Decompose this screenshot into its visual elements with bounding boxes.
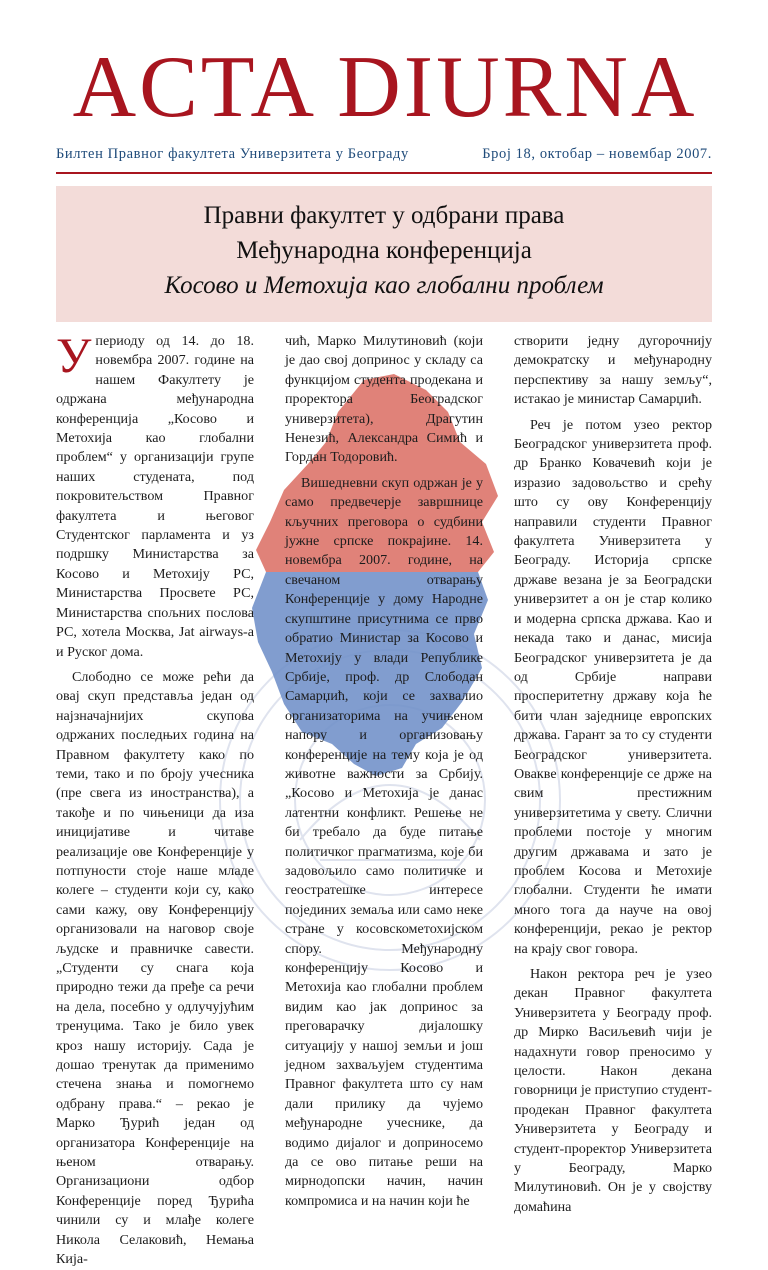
article-column-3 (514, 332, 712, 1215)
headline-line-1: Правни факултет у одбрани права (203, 202, 565, 229)
headline-line-2: Међународна конференција (236, 237, 532, 264)
article-paragraph: Вишедневни скуп одржан је у само предвечерје завршнице кључних преговора о судбини јужне српске покрајине. 14. новембра 2007. године, на свечаном отварању Конференције у дому Народне скупштине присутнима се прво обратио Министар за Косово и Метохију у влади Републике Србије, проф. др Слободан Самарџић, који се захвалио организаторима на учињеном напору и организовању конференције на тему која је од животне важности за Србију. „Косово и Метохија је данас латентни конфликт. Решење не би требало да буде питање политичког прагматизма, које би задовољило само политичке и геостратешке интересе појединих земаља или само неке стране у косовскометохијском спору. Међународну конференцију Косово и Метохија као глобални проблем видим као јак допринос за преговарачку дијалошку ситуацију у нашој земљи и још једном захваљујем студентима Правног факултета што су нам дали прилику да чујемо међународне учеснике, да водимо дијалог и доприносемо да се ово питање реши на мирнодопски начин, начин компромиса и на начин који ће (285, 474, 483, 1209)
article-paragraph: периоду од 14. до 18. новембра 2007. године на нашем Факултету је одржана међународна конференција „Косово и Метохија као глобални проблем“ у организацији групе наших студената, под покровитељством Правног факултета и његовог Студентског парламента и уз подршку Министарства за Косово и Метохију РС, Министарства Просвете РС, Министарства спољних послова РС, хотела Москва, Jat airways-а и Руског дома. (56, 333, 254, 660)
article-paragraph: чић, Марко Милутиновић (који је дао свој допринос у складу са функцијом студента продекана и проректора Београдског универзитета), Драгутин Ненезић, Александра Симић и Гордан Тодоровић. (285, 333, 483, 466)
article-paragraph: Реч је потом узео ректор Београдског универзитета проф. др Бранко Ковачевић који је изразио задовољство и срећу што су ову Конференцију направили студенти Правног факултета Универзитета у Београду. Историја српске државе везана је за Београдски универзитет а он је стар колико и модерна српска држава. Као и некада тако и данас, мисија Београдског универзитета је да од Србије направи просперитетну државу која ће бити члан заједнице европских држава. Гарант за то су студенти Београдског универзитета. Овакве конференције се држе на свим престижним универзитетима у свету. Слични проблеми постоје у многим другим државама и зато је проблем Косова и Метохије глобални. Студенти ће имати много тога да науче на овој конференцији, рекао је ректор на крају свог говора. (514, 416, 712, 957)
headline-banner (56, 186, 712, 322)
article-column-1 (56, 327, 254, 1268)
article-paragraph: Слободно се може рећи да овај скуп представља један од најзначајнијих скупова одржаних последњих година на Правном факултету како по теми, тако и по броју учесника (пре свега из иностранства), а такође и по чињеници да иза иницијативе и читаве реализације ове Конференције у потпуности стоје наше младе колеге – студенти који су, како сами кажу, ову Конференцију организовали на наговор своје људске и правничке савести. „Студенти су снага која природно тежи да пређе са речи на дела, посебно у одлучујућим тренуцима. Тако је било увек кроз нашу историју. Сада је дошао тренутак да применимо стечена знања и помогнемо одбрану права.“ – рекао је Марко Ђурић један од организатора Конференције на њеном отварању. Организациони одбор Конференције поред Ђурића чинили су и млађе колеге Никола Селаковић, Немања Кија- (56, 668, 254, 1268)
article-paragraph: Након ректора реч је узео декан Правног факултета Универзитета у Београду проф. др Мирко Васиљевић чији је надахнути говор преносимо у целости. Након декана говорници је приступио студент-продекан Правног факултета Универзитета у Београду и студент-проректор Универзитета у Београду, Марко Милутиновић. Он је у својству домаћина (514, 966, 712, 1215)
issue-number: Број 18, октобар – новембар 2007. (482, 146, 712, 162)
masthead-rule (56, 172, 712, 174)
headline-line-3: Косово и Метохија као глобални проблем (164, 272, 604, 299)
masthead-title: ACTA DIURNA (72, 39, 698, 136)
bulletin-name: Билтен Правног факултета Универзитета у Београду (56, 146, 409, 162)
drop-cap: У (56, 327, 92, 383)
article-paragraph: створити једну дугорочнију демократску и међународну перспективу за нашу земљу“, истакао је министар Самарџић. (514, 333, 712, 408)
article-body (56, 327, 712, 1268)
masthead-subline (56, 146, 712, 163)
article-column-2 (285, 332, 483, 1209)
